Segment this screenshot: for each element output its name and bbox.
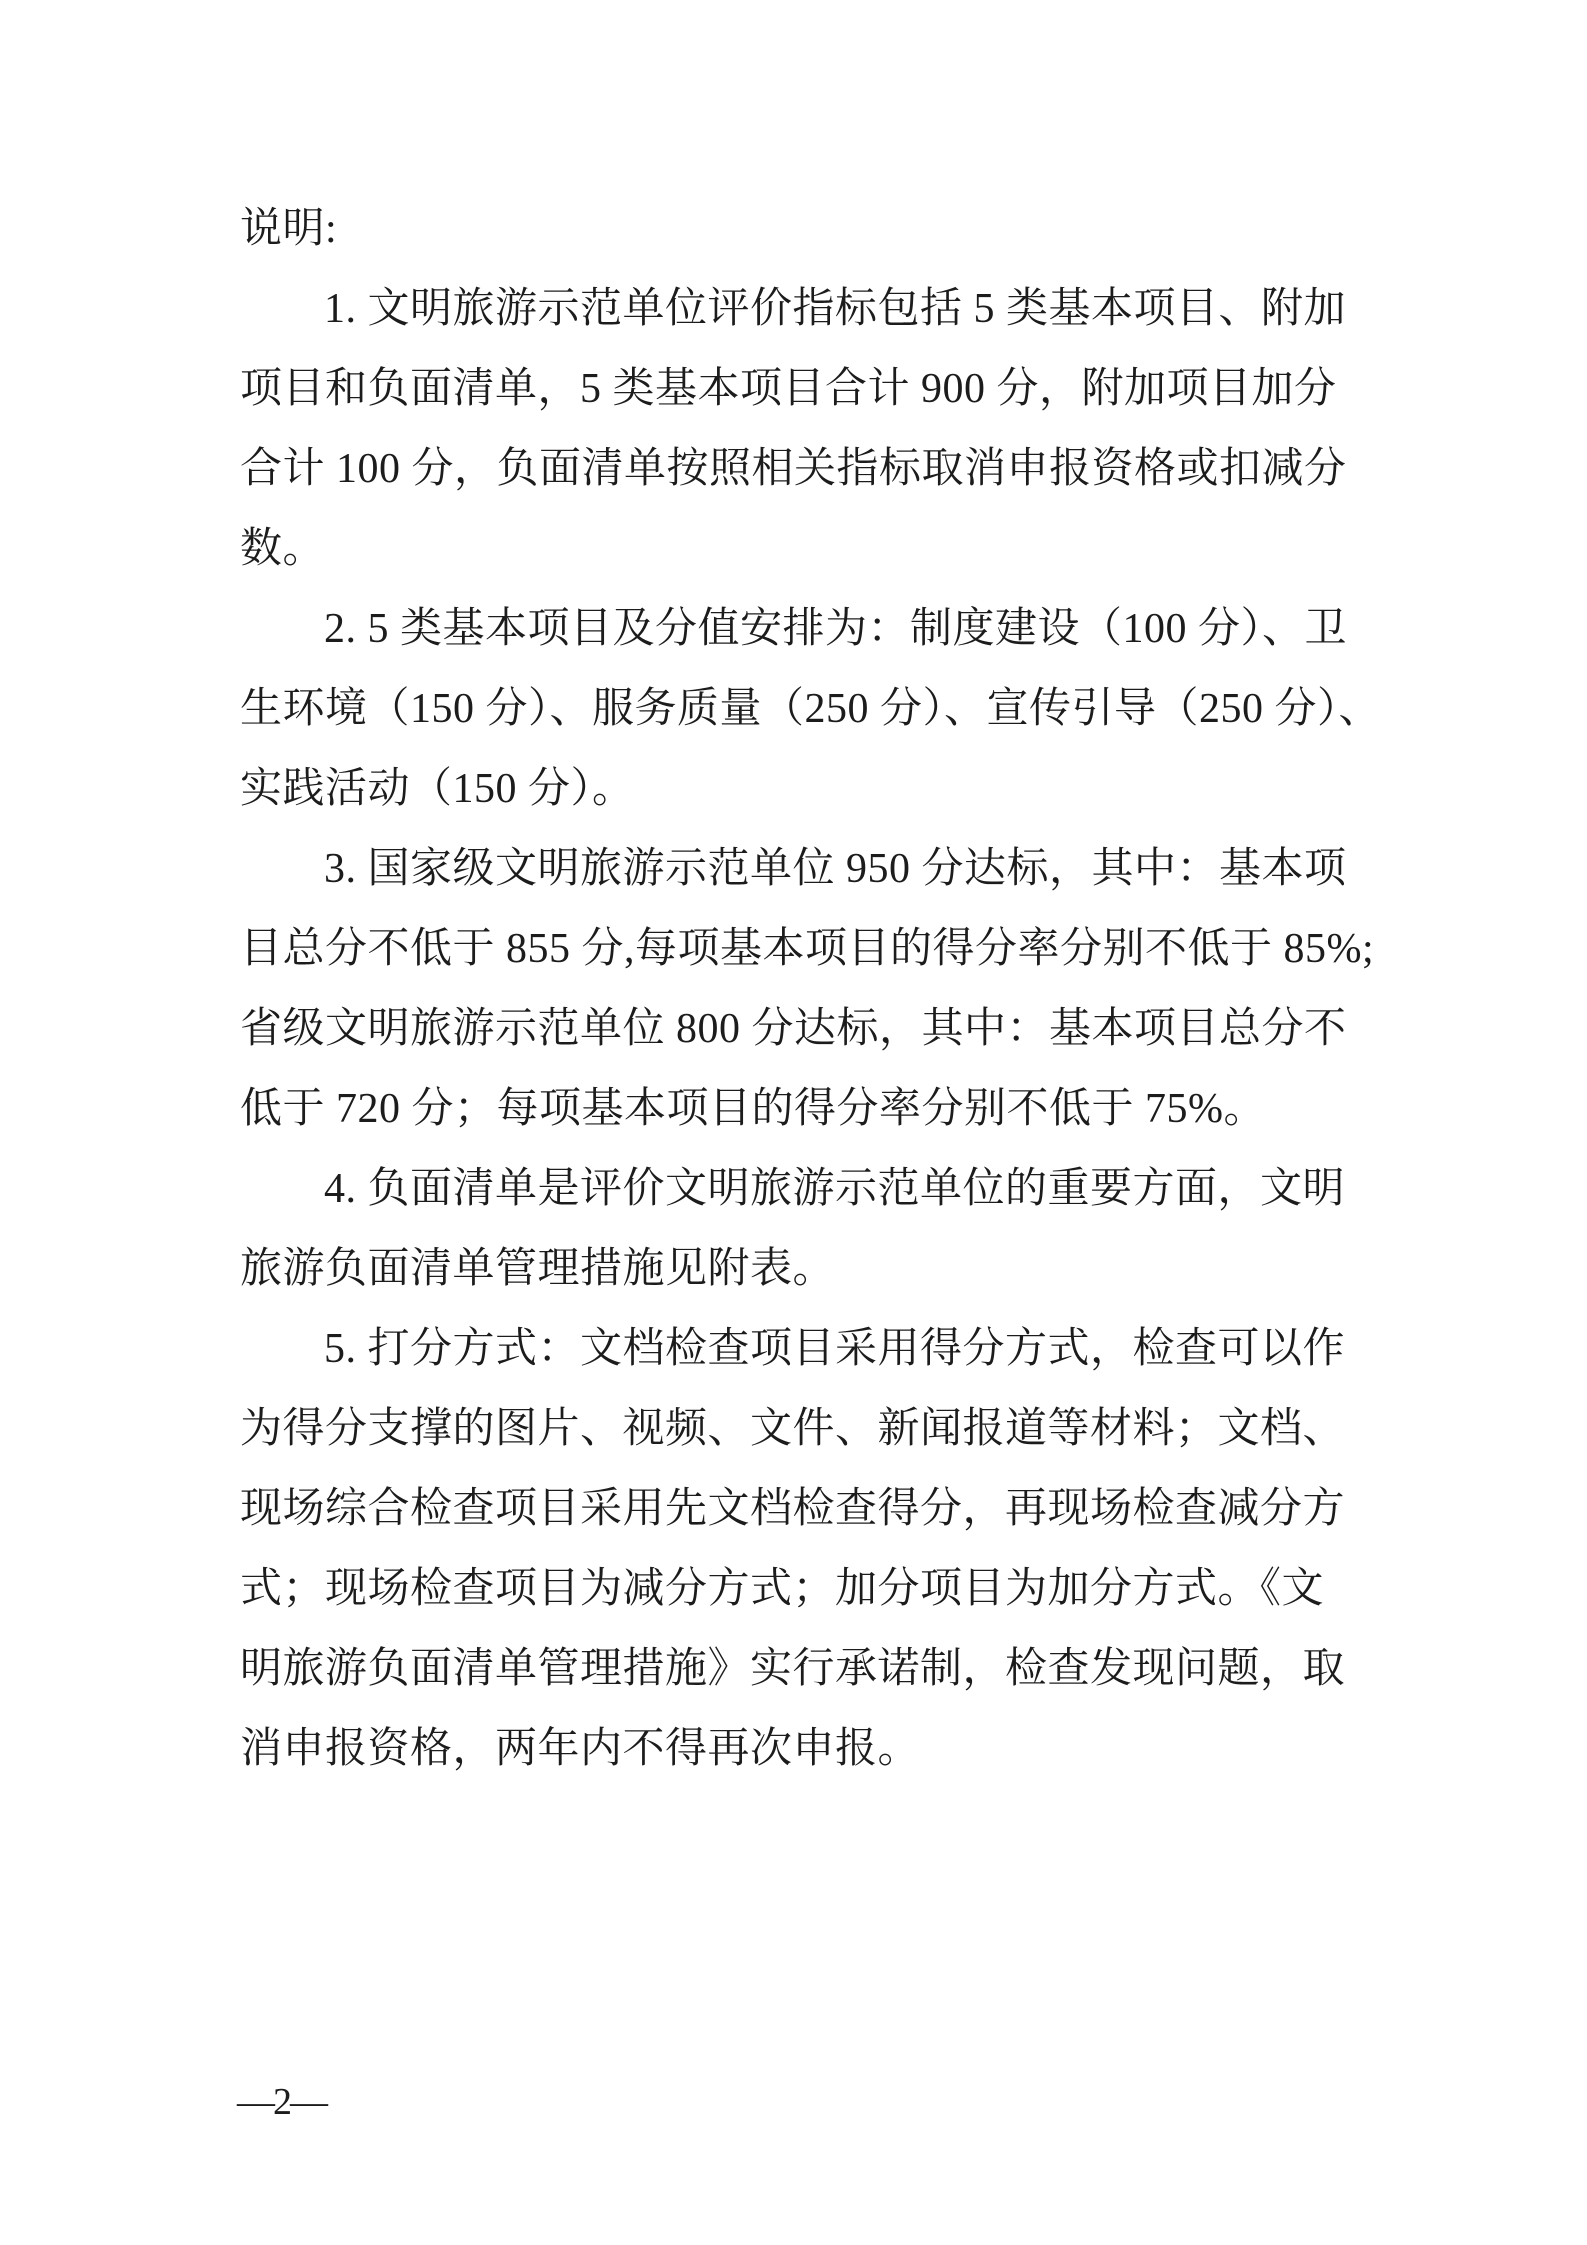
paragraph-2-line-1: 2. 5 类基本项目及分值安排为：制度建设（100 分）、卫	[324, 606, 1348, 652]
page-number: —2—	[237, 2081, 326, 2123]
paragraph-2-line-2: 生环境（150 分）、服务质量（250 分）、宣传引导（250 分）、	[240, 686, 1382, 732]
paragraph-2-line-3: 实践活动（150 分）。	[240, 766, 635, 812]
paragraph-5-line-6: 消申报资格，两年内不得再次申报。	[240, 1726, 921, 1772]
notes-heading: 说明:	[240, 206, 338, 252]
paragraph-5-line-4: 式；现场检查项目为减分方式；加分项目为加分方式。《文	[240, 1566, 1325, 1612]
paragraph-1-line-1: 1. 文明旅游示范单位评价指标包括 5 类基本项目、附加	[324, 286, 1347, 332]
paragraph-3-line-4: 低于 720 分；每项基本项目的得分率分别不低于 75%。	[240, 1086, 1266, 1132]
paragraph-1-line-4: 数。	[240, 526, 326, 572]
paragraph-3-line-3: 省级文明旅游示范单位 800 分达标，其中：基本项目总分不	[240, 1006, 1347, 1052]
paragraph-5-line-2: 为得分支撑的图片、视频、文件、新闻报道等材料；文档、	[240, 1406, 1346, 1452]
paragraph-5-line-5: 明旅游负面清单管理措施》实行承诺制，检查发现问题，取	[240, 1646, 1346, 1692]
paragraph-5-line-1: 5. 打分方式：文档检查项目采用得分方式，检查可以作	[324, 1326, 1346, 1372]
paragraph-3-line-2: 目总分不低于 855 分,每项基本项目的得分率分别不低于 85%;	[240, 926, 1375, 972]
paragraph-3-line-1: 3. 国家级文明旅游示范单位 950 分达标，其中：基本项	[324, 846, 1347, 892]
paragraph-1-line-3: 合计 100 分，负面清单按照相关指标取消申报资格或扣减分	[240, 446, 1347, 492]
paragraph-5-line-3: 现场综合检查项目采用先文档检查得分，再现场检查减分方	[240, 1486, 1346, 1532]
paragraph-4-line-1: 4. 负面清单是评价文明旅游示范单位的重要方面，文明	[324, 1166, 1346, 1212]
paragraph-1-line-2: 项目和负面清单，5 类基本项目合计 900 分，附加项目加分	[240, 366, 1337, 412]
paragraph-4-line-2: 旅游负面清单管理措施见附表。	[240, 1246, 836, 1292]
notes-text-block	[240, 189, 1382, 1789]
